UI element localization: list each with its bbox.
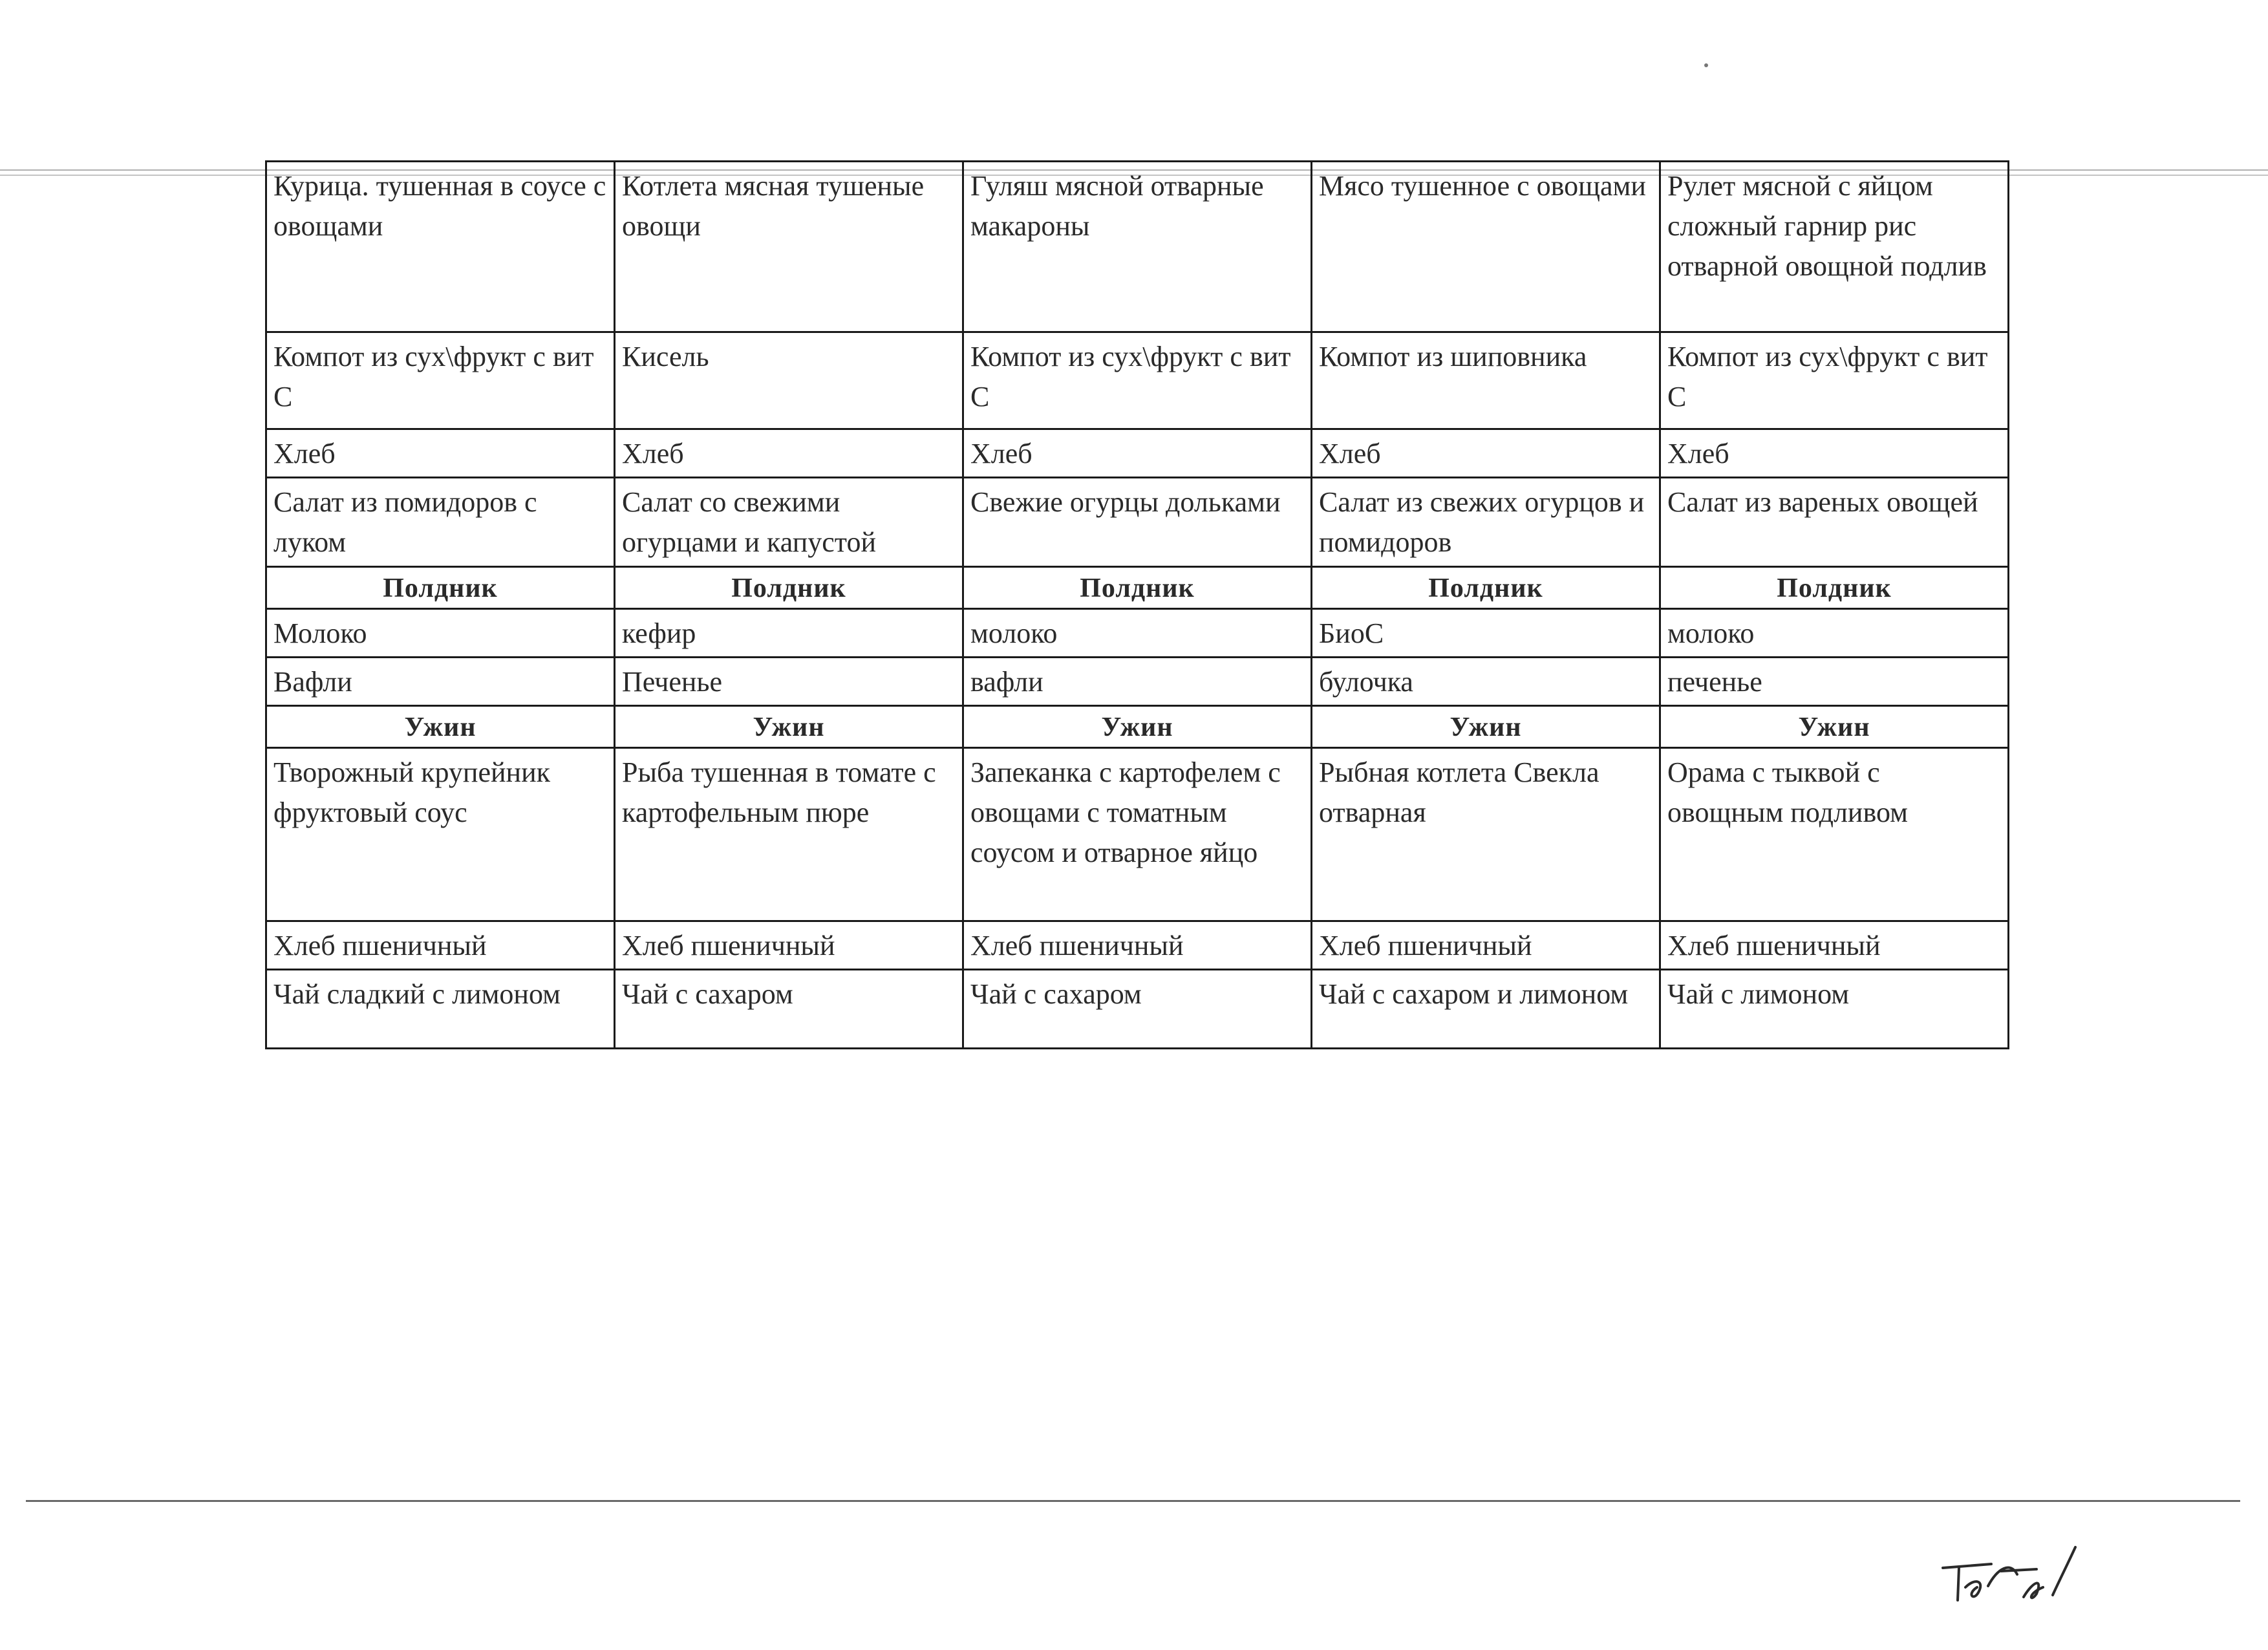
table-cell: вафли: [963, 658, 1312, 706]
table-row-dinner-tea: [266, 970, 2009, 1049]
table-cell: Компот из сух\фрукт с вит С: [963, 332, 1312, 429]
table-cell: Орама с тыквой с овощным подливом: [1660, 748, 2009, 921]
table-cell: молоко: [963, 609, 1312, 658]
table-cell: Рыба тушенная в томате с картофельным пюре: [615, 748, 963, 921]
table-row-dinner-dish: [266, 748, 2009, 921]
table-row-snack-drink: [266, 609, 2009, 658]
section-title: Полдник: [266, 567, 615, 609]
section-header-dinner: [266, 706, 2009, 748]
table-cell: Рулет мясной с яйцом сложный гарнир рис отварной овощной подлив: [1660, 162, 2009, 332]
section-header-afternoon-snack: [266, 567, 2009, 609]
table-cell: Чай с сахаром и лимоном: [1312, 970, 1660, 1049]
table-cell: Хлеб пшеничный: [1312, 921, 1660, 970]
table-cell: Хлеб пшеничный: [1660, 921, 2009, 970]
table-cell: Печенье: [615, 658, 963, 706]
scan-speck: [1704, 63, 1708, 67]
table-cell: Компот из шиповника: [1312, 332, 1660, 429]
table-row-dinner-bread: [266, 921, 2009, 970]
menu-table: [265, 160, 2009, 1049]
table-cell: Чай с лимоном: [1660, 970, 2009, 1049]
table-cell: Творожный крупейник фруктовый соус: [266, 748, 615, 921]
signature-icon: [1940, 1542, 2082, 1613]
section-title: Полдник: [615, 567, 963, 609]
table-cell: Хлеб: [266, 429, 615, 478]
section-title: Ужин: [963, 706, 1312, 748]
table-cell: Чай с сахаром: [963, 970, 1312, 1049]
table-row-main-dish: [266, 162, 2009, 332]
table-cell: Хлеб пшеничный: [615, 921, 963, 970]
table-cell: Салат из помидоров с луком: [266, 478, 615, 567]
table-row-salad: [266, 478, 2009, 567]
table-cell: печенье: [1660, 658, 2009, 706]
table-cell: кефир: [615, 609, 963, 658]
table-row-drink: [266, 332, 2009, 429]
table-cell: Молоко: [266, 609, 615, 658]
table-cell: БиоС: [1312, 609, 1660, 658]
table-cell: Хлеб пшеничный: [266, 921, 615, 970]
table-cell: Хлеб пшеничный: [963, 921, 1312, 970]
section-title: Ужин: [615, 706, 963, 748]
section-title: Ужин: [1660, 706, 2009, 748]
table-cell: Хлеб: [1312, 429, 1660, 478]
table-cell: Компот из сух\фрукт с вит С: [266, 332, 615, 429]
section-title: Ужин: [1312, 706, 1660, 748]
table-cell: Хлеб: [1660, 429, 2009, 478]
table-cell: Рыбная котлета Свекла отварная: [1312, 748, 1660, 921]
section-title: Ужин: [266, 706, 615, 748]
table-row-bread: [266, 429, 2009, 478]
table-cell: Котлета мясная тушеные овощи: [615, 162, 963, 332]
table-cell: Салат из свежих огурцов и помидоров: [1312, 478, 1660, 567]
table-cell: Свежие огурцы дольками: [963, 478, 1312, 567]
section-title: Полдник: [963, 567, 1312, 609]
table-cell: Хлеб: [615, 429, 963, 478]
table-cell: Салат из вареных овощей: [1660, 478, 2009, 567]
table-cell: молоко: [1660, 609, 2009, 658]
table-cell: Салат со свежими огурцами и капустой: [615, 478, 963, 567]
table-cell: Кисель: [615, 332, 963, 429]
table-cell: Вафли: [266, 658, 615, 706]
table-row-snack-pastry: [266, 658, 2009, 706]
table-cell: Компот из сух\фрукт с вит С: [1660, 332, 2009, 429]
table-cell: Чай сладкий с лимоном: [266, 970, 615, 1049]
page-divider-line: [26, 1500, 2240, 1502]
section-title: Полдник: [1312, 567, 1660, 609]
table-cell: Мясо тушенное с овощами: [1312, 162, 1660, 332]
table-cell: Запеканка с картофелем с овощами с томатным соусом и отварное яйцо: [963, 748, 1312, 921]
section-title: Полдник: [1660, 567, 2009, 609]
table-cell: Курица. тушенная в соусе с овощами: [266, 162, 615, 332]
table-cell: булочка: [1312, 658, 1660, 706]
table-cell: Хлеб: [963, 429, 1312, 478]
table-cell: Гуляш мясной отварные макароны: [963, 162, 1312, 332]
table-cell: Чай с сахаром: [615, 970, 963, 1049]
